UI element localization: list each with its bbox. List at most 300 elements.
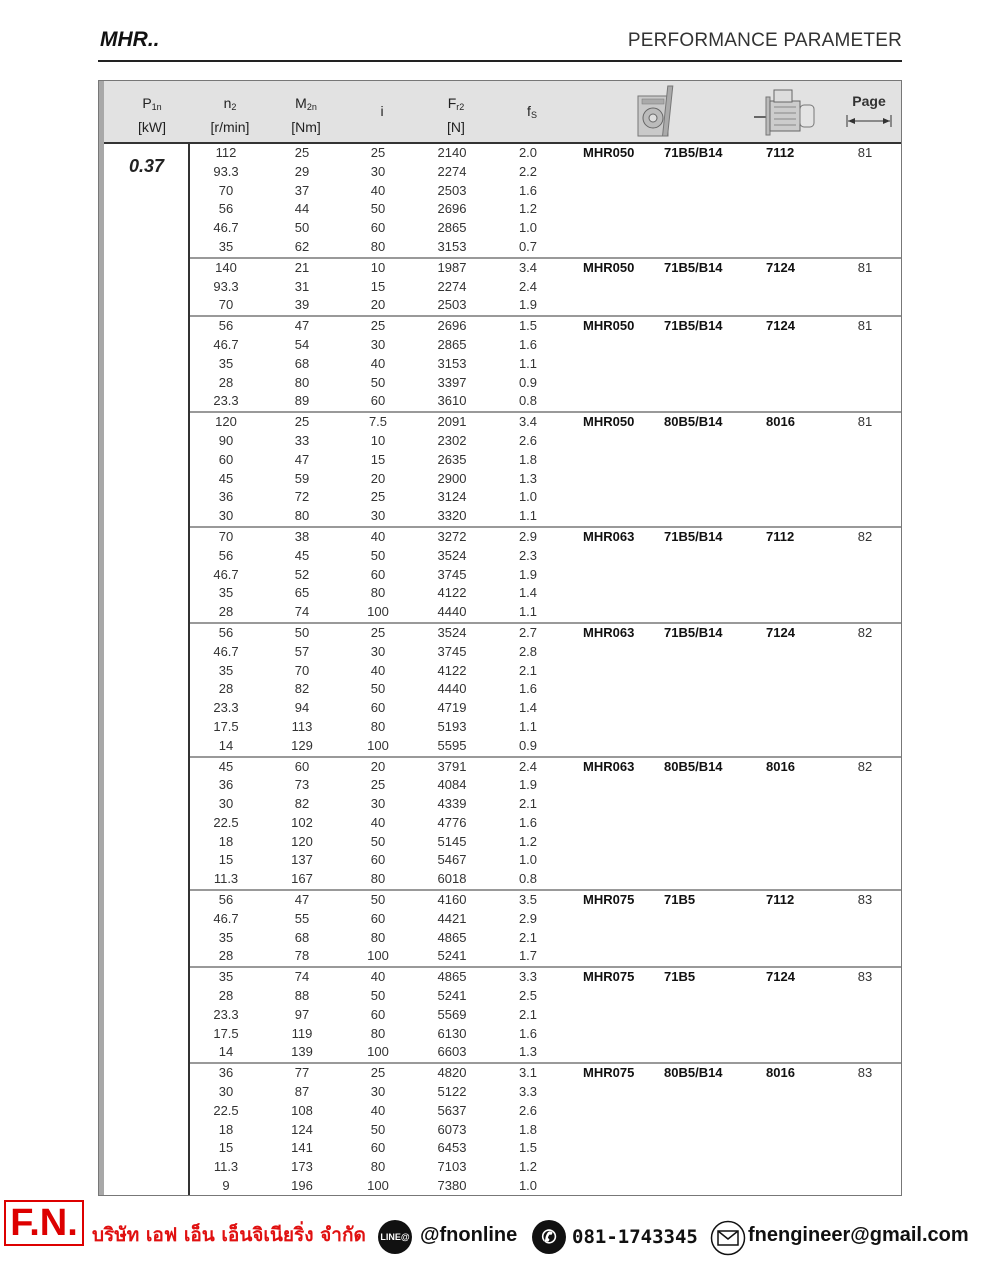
fs-cell: 1.6 [518, 182, 538, 198]
m2n-cell: 47 [294, 451, 310, 467]
gearbox-group [190, 891, 901, 968]
motor-code: 7124 [766, 259, 795, 275]
i-cell: 50 [370, 892, 386, 908]
fr2-cell: 2503 [437, 297, 467, 313]
fr2-cell: 3745 [437, 566, 467, 582]
m2n-cell: 68 [294, 929, 310, 945]
fs-cell: 2.9 [518, 910, 538, 926]
fs-cell: 1.2 [518, 833, 538, 849]
m2n-cell: 97 [294, 1006, 310, 1022]
fr2-cell: 5145 [437, 833, 467, 849]
i-cell: 25 [370, 318, 386, 334]
fs-cell: 3.4 [518, 259, 538, 275]
fs-cell: 1.7 [518, 948, 538, 964]
n2-cell: 36 [218, 777, 234, 793]
page-title: PERFORMANCE PARAMETER [627, 30, 902, 51]
motor-frame: 71B5/B14 [664, 528, 723, 544]
phone-number[interactable]: 081-1743345 [572, 1226, 698, 1248]
i-cell: 60 [370, 566, 386, 582]
m2n-cell: 77 [294, 1065, 310, 1081]
m2n-cell: 38 [294, 528, 310, 544]
gearbox-model: MHR075 [583, 969, 635, 985]
n2-cell: 11.3 [213, 871, 239, 887]
fs-cell: 1.3 [518, 470, 538, 486]
n2-cell: 120 [215, 414, 237, 430]
fs-cell: 2.6 [518, 1102, 538, 1118]
page-number: 81 [857, 414, 873, 430]
fr2-cell: 5122 [437, 1084, 467, 1100]
performance-table [98, 80, 902, 1196]
table-row [190, 528, 901, 547]
n2-cell: 36 [218, 489, 234, 505]
i-cell: 50 [370, 833, 386, 849]
fr2-cell: 4865 [437, 969, 467, 985]
n2-cell: 36 [218, 1065, 234, 1081]
n2-cell: 46.7 [213, 910, 239, 926]
table-row [190, 718, 901, 737]
fr2-cell: 5595 [437, 737, 467, 753]
table-row [190, 278, 901, 297]
i-cell: 60 [370, 393, 386, 409]
company-logo: F.N. [4, 1200, 84, 1246]
table-row [190, 470, 901, 489]
m2n-cell: 62 [294, 238, 310, 254]
gearbox-model: MHR063 [583, 528, 635, 544]
m2n-cell: 37 [294, 182, 310, 198]
i-cell: 25 [370, 145, 386, 160]
table-header [104, 81, 901, 144]
m2n-cell: 78 [294, 948, 310, 964]
series-title: MHR.. [100, 28, 160, 51]
email-icon [710, 1220, 746, 1256]
fr2-cell: 3745 [437, 643, 467, 659]
table-row [190, 182, 901, 201]
fs-cell: 1.5 [518, 318, 538, 334]
fr2-cell: 5241 [437, 948, 467, 964]
col-symbol: i [380, 103, 384, 119]
n2-cell: 56 [218, 201, 234, 217]
n2-cell: 30 [218, 796, 234, 812]
fr2-cell: 7380 [437, 1178, 467, 1194]
fr2-cell: 3124 [437, 489, 467, 505]
m2n-cell: 89 [294, 393, 310, 409]
col-subscript: 2 [231, 102, 237, 112]
n2-cell: 46.7 [213, 336, 239, 352]
gearbox-model: MHR075 [583, 1065, 635, 1081]
table-row [190, 1158, 901, 1177]
i-cell: 40 [370, 969, 386, 985]
fr2-cell: 2865 [437, 336, 467, 352]
n2-cell: 23.3 [213, 393, 239, 409]
table-row [190, 833, 901, 852]
motor-frame: 71B5 [664, 892, 696, 908]
gearbox-group [190, 624, 901, 758]
fs-cell: 1.8 [518, 1121, 538, 1137]
table-body [190, 144, 901, 1196]
fr2-cell: 4776 [437, 814, 467, 830]
gearbox-group [190, 317, 901, 413]
m2n-cell: 124 [291, 1121, 313, 1137]
fs-cell: 1.6 [518, 336, 538, 352]
fr2-cell: 1987 [437, 259, 467, 275]
fr2-cell: 2302 [437, 432, 467, 448]
gearbox-group [190, 144, 901, 259]
fr2-cell: 6453 [437, 1140, 467, 1156]
col-header-n2 [200, 93, 260, 137]
table-row [190, 336, 901, 355]
page-number: 81 [857, 145, 873, 160]
table-row [190, 737, 901, 756]
fr2-cell: 2503 [437, 182, 467, 198]
motor-frame: 71B5/B14 [664, 318, 723, 334]
col-symbol: F [447, 95, 457, 111]
n2-cell: 46.7 [213, 220, 239, 236]
table-row [190, 451, 901, 470]
fs-cell: 3.1 [518, 1065, 538, 1081]
fs-cell: 3.3 [518, 969, 538, 985]
i-cell: 80 [370, 871, 386, 887]
n2-cell: 15 [218, 852, 234, 868]
fr2-cell: 3272 [437, 528, 467, 544]
email-address[interactable]: fnengineer@gmail.com [748, 1224, 969, 1246]
m2n-cell: 29 [294, 163, 310, 179]
table-row [190, 776, 901, 795]
table-row [190, 355, 901, 374]
fs-cell: 2.9 [518, 528, 538, 544]
n2-cell: 14 [218, 1044, 234, 1060]
i-cell: 100 [367, 604, 389, 620]
fs-cell: 2.4 [518, 278, 538, 294]
page-number: 81 [857, 259, 873, 275]
col-header-fr2 [426, 93, 486, 137]
n2-cell: 9 [222, 1178, 230, 1194]
m2n-cell: 120 [291, 833, 313, 849]
gearbox-group [190, 259, 901, 317]
motor-code: 7112 [766, 892, 795, 908]
i-cell: 80 [370, 1025, 386, 1041]
n2-cell: 70 [218, 297, 234, 313]
gearbox-model: MHR075 [583, 892, 635, 908]
fs-cell: 3.3 [518, 1084, 538, 1100]
n2-cell: 140 [215, 259, 237, 275]
i-cell: 40 [370, 528, 386, 544]
m2n-cell: 139 [291, 1044, 313, 1060]
m2n-cell: 74 [294, 604, 310, 620]
fs-cell: 2.0 [518, 145, 538, 160]
gearbox-group [190, 968, 901, 1064]
fr2-cell: 4160 [437, 892, 467, 908]
table-row [190, 929, 901, 948]
n2-cell: 70 [218, 182, 234, 198]
motor-frame: 71B5/B14 [664, 259, 723, 275]
fr2-cell: 2635 [437, 451, 467, 467]
table-row [190, 1177, 901, 1196]
m2n-cell: 167 [291, 871, 313, 887]
m2n-cell: 119 [291, 1025, 313, 1041]
page-number: 81 [857, 318, 873, 334]
table-row [190, 374, 901, 393]
table-row [190, 317, 901, 336]
n2-cell: 56 [218, 547, 234, 563]
col-header-fs [502, 101, 562, 125]
gearbox-group [190, 413, 901, 528]
m2n-cell: 57 [294, 643, 310, 659]
i-cell: 60 [370, 852, 386, 868]
fr2-cell: 3610 [437, 393, 467, 409]
fr2-cell: 6130 [437, 1025, 467, 1041]
i-cell: 7.5 [368, 414, 388, 430]
table-row [190, 910, 901, 929]
col-header-page [839, 91, 899, 111]
n2-cell: 35 [218, 969, 234, 985]
fr2-cell: 4865 [437, 929, 467, 945]
n2-cell: 45 [218, 758, 234, 774]
n2-cell: 46.7 [213, 566, 239, 582]
col-subscript: 2n [306, 102, 317, 112]
fr2-cell: 4440 [437, 681, 467, 697]
col-header-p1n [122, 93, 182, 137]
col-symbol: P [142, 95, 152, 111]
table-row [190, 392, 901, 411]
n2-cell: 15 [218, 1140, 234, 1156]
i-cell: 40 [370, 1102, 386, 1118]
n2-cell: 35 [218, 662, 234, 678]
n2-cell: 93.3 [213, 278, 239, 294]
n2-cell: 17.5 [213, 718, 239, 734]
n2-cell: 112 [215, 145, 237, 160]
m2n-cell: 33 [294, 432, 310, 448]
n2-cell: 35 [218, 585, 234, 601]
motor-code: 7112 [766, 145, 795, 160]
fs-cell: 2.1 [518, 1006, 538, 1022]
m2n-cell: 65 [294, 585, 310, 601]
fs-cell: 3.4 [518, 414, 538, 430]
i-cell: 30 [370, 508, 386, 524]
fs-cell: 1.0 [518, 489, 538, 505]
fs-cell: 1.1 [518, 508, 538, 524]
i-cell: 50 [370, 681, 386, 697]
n2-cell: 22.5 [213, 1102, 239, 1118]
fs-cell: 2.7 [518, 624, 538, 640]
table-row [190, 547, 901, 566]
fs-cell: 1.4 [518, 700, 538, 716]
fs-cell: 1.9 [518, 566, 538, 582]
fs-cell: 1.6 [518, 814, 538, 830]
n2-cell: 18 [218, 833, 234, 849]
col-symbol: f [527, 103, 531, 119]
fr2-cell: 4122 [437, 662, 467, 678]
fr2-cell: 6018 [437, 871, 467, 887]
fs-cell: 1.1 [518, 355, 538, 371]
i-cell: 80 [370, 585, 386, 601]
motor-code: 7112 [766, 528, 795, 544]
fs-cell: 2.6 [518, 432, 538, 448]
footer [0, 1198, 1000, 1262]
n2-cell: 18 [218, 1121, 234, 1137]
m2n-cell: 47 [294, 318, 310, 334]
table-row [190, 1006, 901, 1025]
n2-cell: 56 [218, 624, 234, 640]
i-cell: 20 [370, 758, 386, 774]
fs-cell: 0.8 [518, 393, 538, 409]
m2n-cell: 80 [294, 374, 310, 390]
table-row [190, 1025, 901, 1044]
table-row [190, 144, 901, 163]
table-row [190, 643, 901, 662]
table-row [190, 432, 901, 451]
m2n-cell: 82 [294, 681, 310, 697]
fr2-cell: 5637 [437, 1102, 467, 1118]
i-cell: 30 [370, 1084, 386, 1100]
n2-cell: 28 [218, 948, 234, 964]
table-row [190, 814, 901, 833]
i-cell: 50 [370, 988, 386, 1004]
i-cell: 50 [370, 1121, 386, 1137]
company-name: บริษัท เอฟ เอ็น เอ็นจิเนียริ่ง จำกัด [92, 1224, 366, 1246]
table-row [190, 163, 901, 182]
n2-cell: 56 [218, 318, 234, 334]
table-row [190, 259, 901, 278]
line-id[interactable]: @fnonline [420, 1224, 518, 1246]
i-cell: 50 [370, 547, 386, 563]
m2n-cell: 21 [294, 259, 310, 275]
fs-cell: 2.8 [518, 643, 538, 659]
i-cell: 15 [370, 451, 386, 467]
n2-cell: 14 [218, 737, 234, 753]
fr2-cell: 6073 [437, 1121, 467, 1137]
fs-cell: 1.9 [518, 297, 538, 313]
motor-frame: 80B5/B14 [664, 414, 723, 430]
m2n-cell: 44 [294, 201, 310, 217]
fr2-cell: 3153 [437, 355, 467, 371]
table-row [190, 662, 901, 681]
table-row [190, 1121, 901, 1140]
fs-cell: 1.0 [518, 852, 538, 868]
table-row [190, 507, 901, 526]
gearbox-model: MHR050 [583, 145, 635, 160]
table-row [190, 624, 901, 643]
fs-cell: 2.4 [518, 758, 538, 774]
page-number: 82 [857, 758, 873, 774]
n2-cell: 22.5 [213, 814, 239, 830]
fr2-cell: 5569 [437, 1006, 467, 1022]
i-cell: 50 [370, 201, 386, 217]
fr2-cell: 4719 [437, 700, 467, 716]
fs-cell: 1.8 [518, 451, 538, 467]
gearbox-icon [634, 84, 682, 140]
table-row [190, 488, 901, 507]
n2-cell: 70 [218, 528, 234, 544]
motor-code: 8016 [766, 758, 795, 774]
m2n-cell: 52 [294, 566, 310, 582]
gearbox-model: MHR050 [583, 414, 635, 430]
i-cell: 30 [370, 796, 386, 812]
i-cell: 25 [370, 777, 386, 793]
i-cell: 15 [370, 278, 386, 294]
n2-cell: 28 [218, 604, 234, 620]
fr2-cell: 2900 [437, 470, 467, 486]
i-cell: 100 [367, 1044, 389, 1060]
table-row [190, 1043, 901, 1062]
table-row [190, 584, 901, 603]
fr2-cell: 3524 [437, 547, 467, 563]
n2-cell: 28 [218, 988, 234, 1004]
i-cell: 40 [370, 182, 386, 198]
i-cell: 30 [370, 336, 386, 352]
gearbox-model: MHR050 [583, 259, 635, 275]
gearbox-model: MHR063 [583, 758, 635, 774]
fs-cell: 1.6 [518, 1025, 538, 1041]
i-cell: 40 [370, 814, 386, 830]
fs-cell: 2.2 [518, 163, 538, 179]
n2-cell: 46.7 [213, 643, 239, 659]
m2n-cell: 45 [294, 547, 310, 563]
i-cell: 60 [370, 700, 386, 716]
col-subscript: S [530, 110, 537, 120]
i-cell: 40 [370, 662, 386, 678]
i-cell: 60 [370, 220, 386, 236]
i-cell: 30 [370, 643, 386, 659]
i-cell: 40 [370, 355, 386, 371]
n2-cell: 60 [218, 451, 234, 467]
fr2-cell: 4421 [437, 910, 467, 926]
fs-cell: 0.7 [518, 238, 538, 254]
n2-cell: 30 [218, 508, 234, 524]
m2n-cell: 72 [294, 489, 310, 505]
page-number: 82 [857, 528, 873, 544]
i-cell: 10 [370, 259, 386, 275]
page-label: Page [852, 93, 886, 109]
page-number: 83 [857, 892, 873, 908]
fs-cell: 1.1 [518, 718, 538, 734]
gearbox-group [190, 1064, 901, 1196]
table-row [190, 851, 901, 870]
n2-cell: 45 [218, 470, 234, 486]
table-row [190, 680, 901, 699]
i-cell: 80 [370, 1159, 386, 1175]
fr2-cell: 7103 [437, 1159, 467, 1175]
fr2-cell: 2696 [437, 201, 467, 217]
fr2-cell: 4820 [437, 1065, 467, 1081]
i-cell: 60 [370, 1006, 386, 1022]
m2n-cell: 55 [294, 910, 310, 926]
col-unit: [Nm] [291, 119, 321, 135]
page-number: 83 [857, 1065, 873, 1081]
n2-cell: 28 [218, 374, 234, 390]
motor-frame: 80B5/B14 [664, 758, 723, 774]
fs-cell: 2.3 [518, 547, 538, 563]
m2n-cell: 70 [294, 662, 310, 678]
table-row [190, 891, 901, 910]
motor-code: 7124 [766, 318, 795, 334]
fr2-cell: 2091 [437, 414, 467, 430]
gearbox-group [190, 758, 901, 892]
table-row [190, 566, 901, 585]
fr2-cell: 3153 [437, 238, 467, 254]
motor-frame: 80B5/B14 [664, 1065, 723, 1081]
col-unit: [N] [447, 119, 465, 135]
fs-cell: 1.0 [518, 1178, 538, 1194]
fs-cell: 2.1 [518, 662, 538, 678]
motor-icon [754, 87, 820, 137]
i-cell: 50 [370, 374, 386, 390]
m2n-cell: 137 [291, 852, 313, 868]
fs-cell: 1.1 [518, 604, 538, 620]
power-value: 0.37 [128, 156, 165, 176]
table-row [190, 870, 901, 889]
table-row [190, 795, 901, 814]
fs-cell: 1.3 [518, 1044, 538, 1060]
